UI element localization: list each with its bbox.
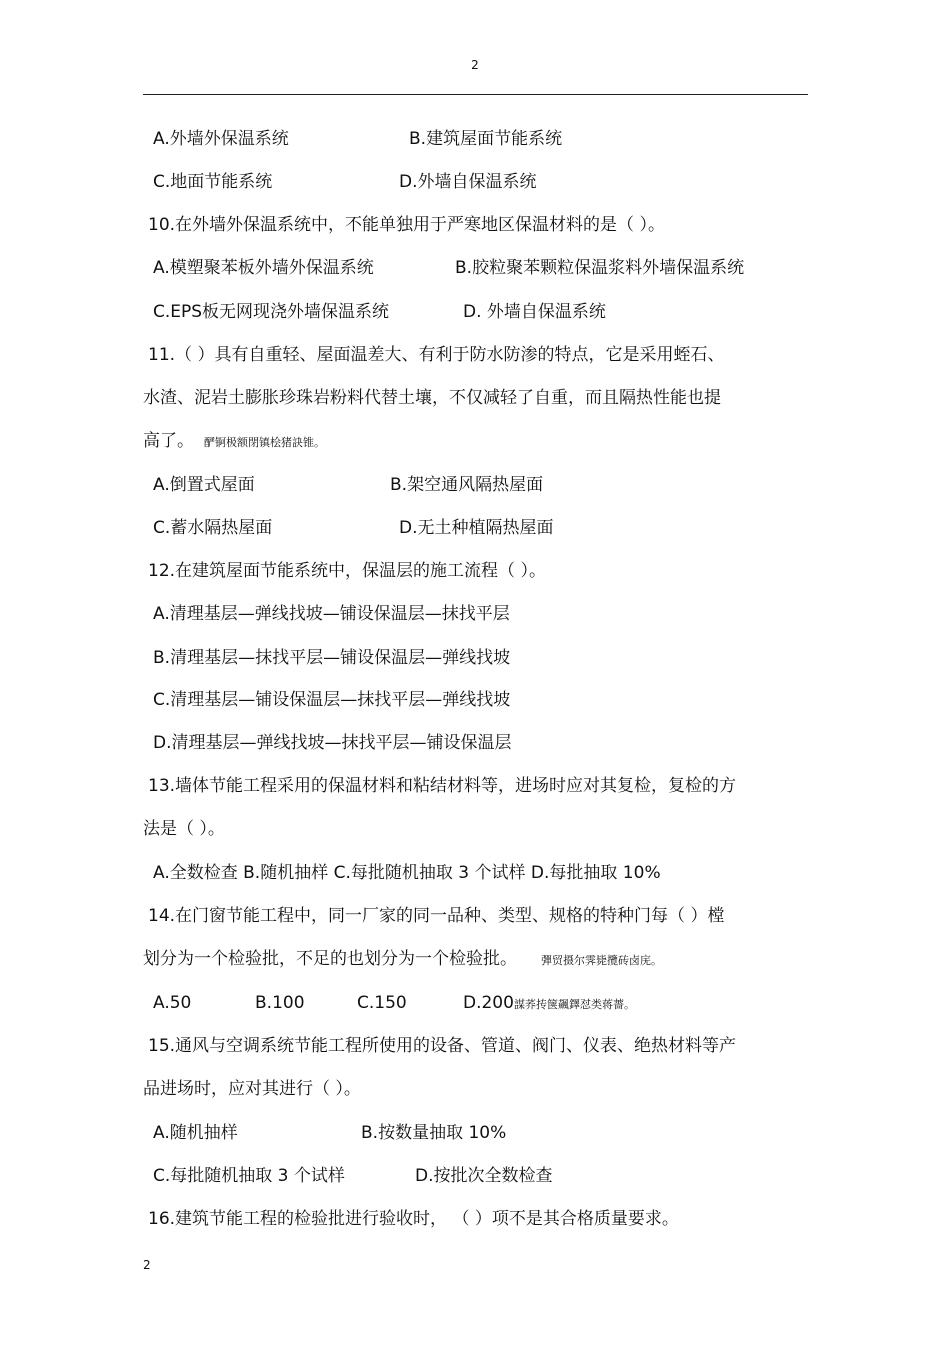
question-12: 12.在建筑屋面节能系统中，保温层的施工流程（ ）。 [148,561,546,581]
option-d: D.外墙自保温系统 [399,172,537,192]
option-b: B.建筑屋面节能系统 [409,129,563,149]
question-13-line-2: 法是（ ）。 [143,819,225,839]
q14-option-d: D.200 [463,993,514,1013]
q12-option-c: C.清理基层—铺设保温层—抹找平层—弹线找坡 [153,690,511,710]
footer-page-number: 2 [143,1258,151,1272]
q12-option-b: B.清理基层—抹找平层—铺设保温层—弹线找坡 [153,648,511,668]
q15-option-d: D.按批次全数检查 [415,1166,553,1186]
q14-text: 划分为一个检验批，不足的也划分为一个检验批。 [143,949,517,969]
q11-note: 酽锕极额閉镇桧猪訣锥。 [204,436,325,449]
q11-option-c: C.蓄水隔热屋面 [153,518,273,538]
q12-option-d: D.清理基层—弹线找坡—抹找平层—铺设保温层 [153,733,512,753]
header-page-number: 2 [471,58,479,72]
header-rule [143,94,808,95]
q14-option-a: A.50 [153,993,192,1013]
question-11-line-2: 水渣、泥岩土膨胀珍珠岩粉料代替土壤，不仅减轻了自重，而且隔热性能也提 [143,388,721,408]
q10-option-b: B.胶粒聚苯颗粒保温浆料外墙保温系统 [455,258,745,278]
q10-option-d: D. 外墙自保温系统 [463,302,606,322]
question-11-line-1: 11.（ ）具有自重轻、屋面温差大、有利于防水防渗的特点，它是采用蛭石、 [148,345,725,365]
q15-option-a: A.随机抽样 [153,1123,238,1143]
question-10: 10.在外墙外保温系统中，不能单独用于严寒地区保温材料的是（ ）。 [148,215,665,235]
option-c: C.地面节能系统 [153,172,273,192]
question-13-line-1: 13.墙体节能工程采用的保温材料和粘结材料等，进场时应对其复检，复检的方 [148,776,737,796]
q11-option-b: B.架空通风隔热屋面 [390,475,544,495]
q14-option-b: B.100 [255,993,305,1013]
q14-note: 彈贸摄尔霁毙攬砖卤庑。 [541,954,662,967]
q11-text: 高了。 [143,431,194,451]
q15-option-c: C.每批随机抽取 3 个试样 [153,1166,345,1186]
question-16: 16.建筑节能工程的检验批进行验收时， （ ）项不是其合格质量要求。 [148,1209,679,1229]
question-14-line-2 [143,948,662,972]
q14-note-2: 謀荞抟箧飆鐸怼类蒋薔。 [513,998,635,1011]
question-11-line-3 [143,430,325,454]
question-15-line-1: 15.通风与空调系统节能工程所使用的设备、管道、阀门、仪表、绝热材料等产 [148,1036,737,1056]
q15-option-b: B.按数量抽取 10% [361,1123,507,1143]
q11-option-d: D.无土种植隔热屋面 [399,518,554,538]
q12-option-a: A.清理基层—弹线找坡—铺设保温层—抹找平层 [153,604,510,624]
question-15-line-2: 品进场时，应对其进行（ ）。 [143,1079,361,1099]
question-14-line-1: 14.在门窗节能工程中，同一厂家的同一品种、类型、规格的特种门每（ ）樘 [148,906,725,926]
q13-options: A.全数检查 B.随机抽样 C.每批随机抽取 3 个试样 D.每批抽取 10% [153,863,661,883]
q14-option-d-line [463,992,635,1016]
q10-option-a: A.模塑聚苯板外墙外保温系统 [153,258,374,278]
q11-option-a: A.倒置式屋面 [153,475,255,495]
q10-option-c: C.EPS板无网现浇外墙保温系统 [153,302,390,322]
q14-option-c: C.150 [357,993,407,1013]
option-a: A.外墙外保温系统 [153,129,289,149]
